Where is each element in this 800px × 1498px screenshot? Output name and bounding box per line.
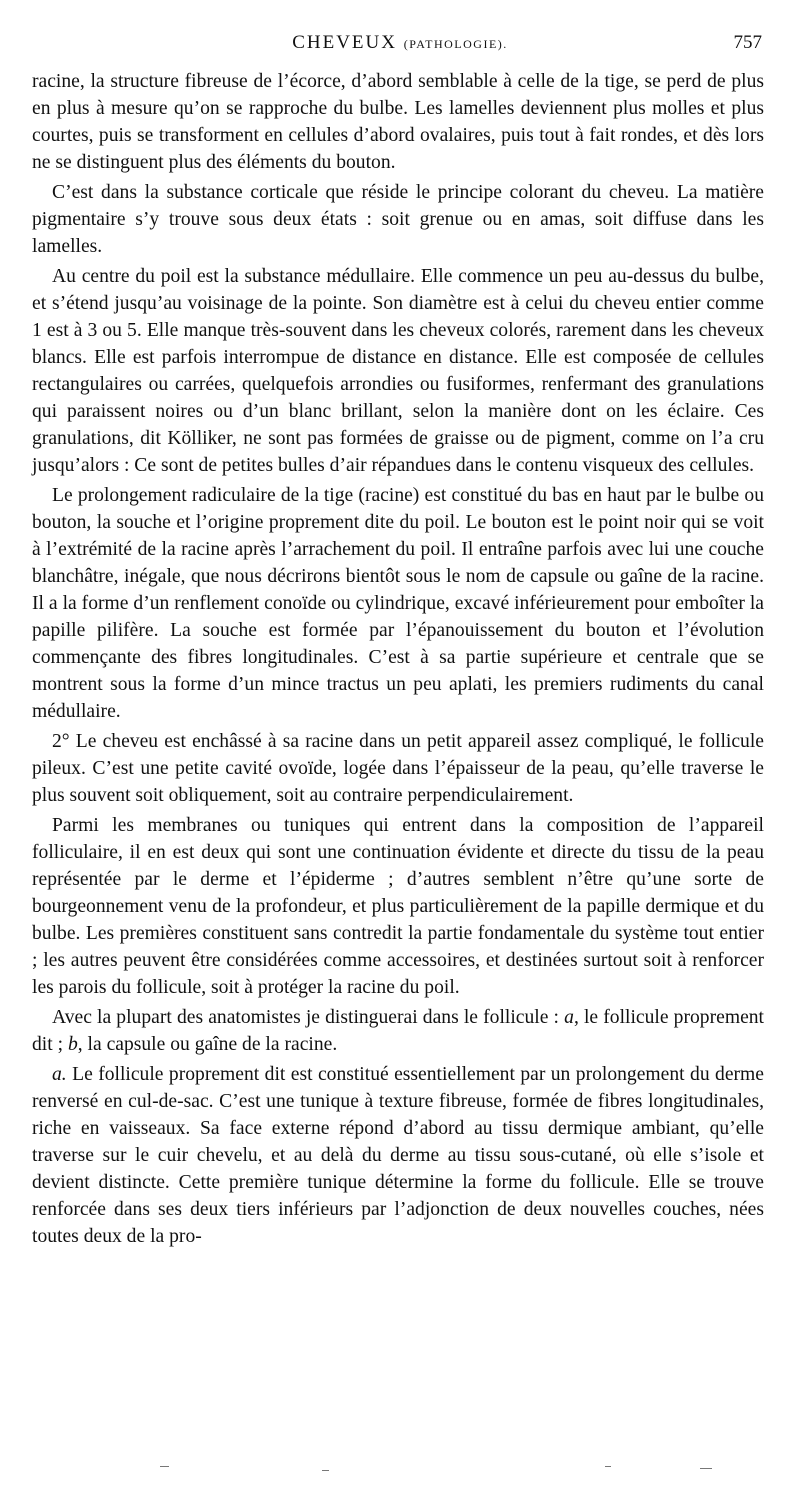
print-speck: [160, 1466, 169, 1467]
paragraph-membranes: Parmi les membranes ou tuniques qui entrent dans la composition de l’appareil folliculaire, il en est deux qui sont une continuation évidente et directe du tissu de la peau représentée par le derme et l’épiderme ; d’autres semblent n’être qu’une sorte de bourgeonnement venu de la profondeur, et plus particulièrement de la papille dermique et du bulbe. Les premières constituent sans contredit la partie fondamentale du système tout entier ; les autres peuvent être considérées comme accessoires, et destinées surtout soit à renforcer les parois du follicule, soit à protéger la racine du poil.: [32, 815, 764, 998]
paragraph-distinction: [32, 1004, 764, 1058]
distinction-text-before: Avec la plupart des anatomistes je distinguerai dans le follicule :: [52, 1007, 565, 1028]
paragraph-substance-medullaire: Au centre du poil est la substance médullaire. Elle commence un peu au-dessus du bulbe, et s’étend jusqu’au voisinage de la pointe. Son diamètre est à celui du cheveu entier comme 1 est à 3 ou 5. Elle manque très-souvent dans les cheveux colorés, rarement dans les cheveux blancs. Elle est parfois interrompue de distance en distance. Elle est composée de cellules rectangulaires ou carrées, quelquefois arrondies ou fusiformes, renfermant des granulations qui paraissent noires ou d’un blanc brillant, selon la manière dont on les éclaire. Ces granulations, dit Kölliker, ne sont pas formées de graisse ou de pigment, comme on l’a cru jusqu’alors : Ce sont de petites bulles d’air répandues dans le contenu visqueux des cellules.: [32, 266, 764, 476]
running-head: [0, 32, 800, 62]
print-speck: [605, 1466, 611, 1467]
body-text: [32, 68, 764, 1250]
running-title: [0, 32, 800, 54]
distinction-letter-b: b: [67, 1034, 78, 1055]
paragraph-continued: racine, la structure fibreuse de l’écorce, d’abord semblable à celle de la tige, se perd de plus en plus à mesure qu’on se rapproche du bulbe. Les lamelles deviennent plus molles et plus courtes, puis se transforment en cellules d’abord ovalaires, puis tout à fait rondes, et dès lors ne se distinguent plus des éléments du bouton.: [32, 71, 764, 173]
follicule-propre-text: Le follicule proprement dit est constitué essentiellement par un prolongement du derme renversé en cul-de-sac. C’est une tunique à texture fibreuse, formée de fibres longitudinales, riche en vaisseaux. Sa face externe répond d’abord au tissu dermique ambiant, qu’elle traverse sur le cuir chevelu, et au delà du derme au tissu sous-cutané, où elle s’isole et devient distincte. Cette première tunique détermine la forme du follicule. Elle se trouve renforcée dans ses deux tiers inférieurs par l’adjonction de deux nouvelles couches, nées toutes deux de la pro-: [32, 1064, 764, 1247]
distinction-text-after: , la capsule ou gaîne de la racine.: [77, 1034, 338, 1055]
paragraph-prolongement-radiculaire: Le prolongement radiculaire de la tige (racine) est constitué du bas en haut par le bulbe ou bouton, la souche et l’origine proprement dite du poil. Le bouton est le point noir qui se voit à l’extrémité de la racine après l’arrachement du poil. Il entraîne parfois avec lui une couche blanchâtre, inégale, que nous décrirons bientôt sous le nom de capsule ou gaîne de la racine. Il a la forme d’un renflement conoïde ou cylindrique, excavé inférieurement pour emboîter la papille pilifère. La souche est formée par l’épanouissement du bouton et l’évolution commençante des fibres longitudinales. C’est à sa partie supérieure et centrale que se montrent sous la forme d’un mince tractus un peu aplati, les premiers rudiments du canal médullaire.: [32, 485, 764, 722]
paragraph-substance-corticale: C’est dans la substance corticale que réside le principe colorant du cheveu. La matière pigmentaire s’y trouve sous deux états : soit grenue ou en amas, soit diffuse dans les lamelles.: [32, 182, 764, 257]
paragraph-follicule-pileux: 2° Le cheveu est enchâssé à sa racine dans un petit appareil assez compliqué, le follicule pileux. C’est une petite cavité ovoïde, logée dans l’épaisseur de la peau, qu’elle traverse le plus souvent soit obliquement, soit au contraire perpendiculairement.: [32, 731, 764, 806]
distinction-text-middle: , le follicule proprement dit ;: [32, 1007, 765, 1055]
print-speck: [322, 1470, 329, 1471]
running-title-sub: (PATHOLOGIE).: [403, 37, 508, 51]
distinction-letter-a: a: [564, 1007, 574, 1028]
page-number: 757: [733, 32, 762, 53]
section-letter-a: a.: [52, 1064, 67, 1085]
paragraph-follicule-propre: [32, 1061, 764, 1250]
running-title-main: CHEVEUX: [292, 32, 397, 53]
print-speck: [700, 1468, 712, 1469]
